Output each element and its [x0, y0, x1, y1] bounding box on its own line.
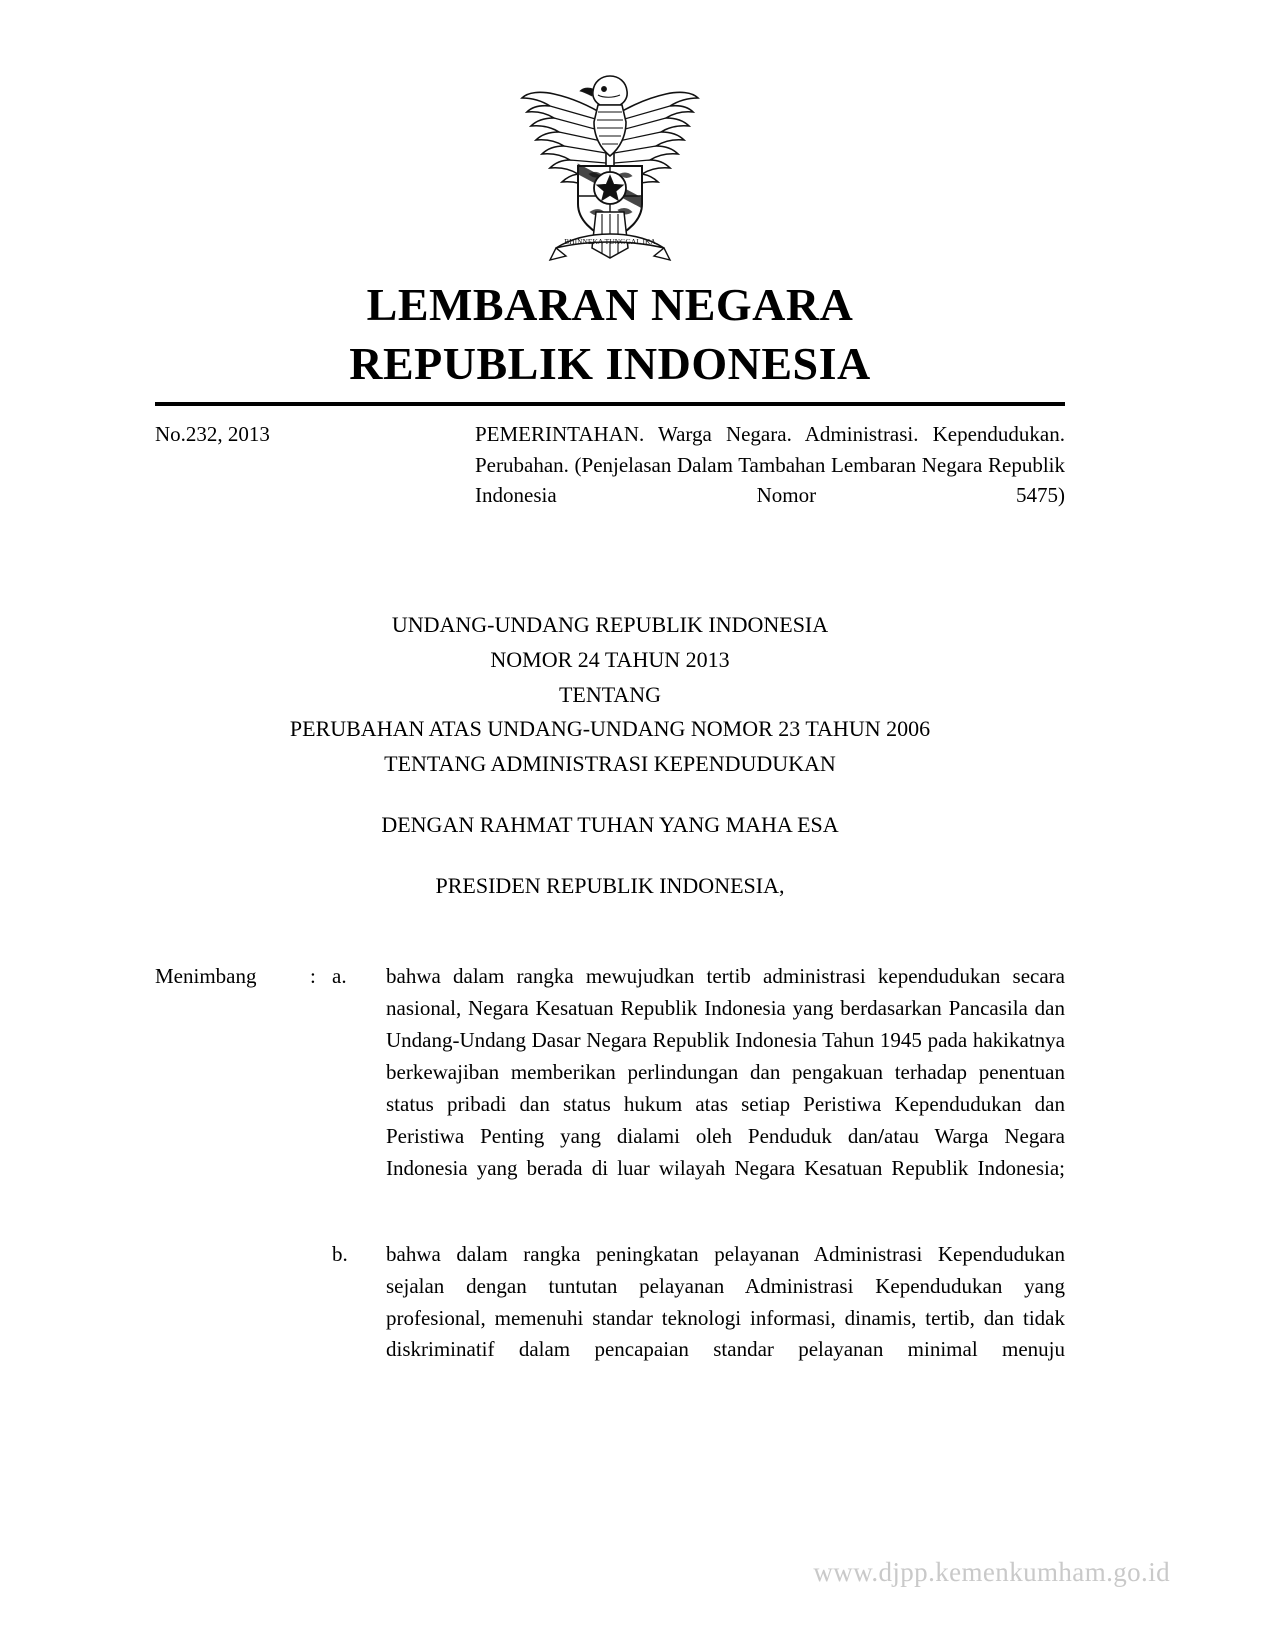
- law-title-line-4: PERUBAHAN ATAS UNDANG-UNDANG NOMOR 23 TAHUN 2006: [289, 716, 931, 742]
- emblem-motto-text: BHINNEKA TUNGGAL IKA: [564, 237, 656, 246]
- president-line: PRESIDEN REPUBLIK INDONESIA,: [435, 872, 785, 898]
- considerations-label: Menimbang: [155, 964, 257, 989]
- title-spacer-1: [155, 782, 1065, 808]
- clause-body-a: [386, 961, 1065, 1216]
- clause-a-slash: /: [878, 1123, 885, 1148]
- clause-body-b: bahwa dalam rangka peningkatan pelayanan Administrasi Kependudukan sejalan dengan tuntutan pelayanan Administrasi Kependudukan yang profesional, memenuhi standar teknologi informasi, dinamis, tertib, dan tidak diskriminatif dalam pencapaian standar pelayanan minimal menuju: [386, 1241, 1065, 1362]
- clause-a-text-part-2: atau Warga Negara Indonesia yang berada di luar wilayah Negara Kesatuan Republik Indonesia;: [386, 1123, 1065, 1180]
- garuda-pancasila-emblem: [510, 62, 710, 262]
- masthead-divider: [155, 402, 1065, 406]
- law-title-line-1: UNDANG-UNDANG REPUBLIK INDONESIA: [391, 612, 829, 638]
- gazette-number: No.232, 2013: [155, 421, 270, 446]
- emblem-container: [155, 62, 1065, 262]
- blessing-line: DENGAN RAHMAT TUHAN YANG MAHA ESA: [381, 811, 839, 837]
- consideration-item-a: [155, 961, 1065, 1216]
- considerations-colon: :: [310, 964, 316, 989]
- header-row: [155, 419, 1065, 542]
- title-spacer-2: [155, 843, 1065, 869]
- law-title-line-2: NOMOR 24 TAHUN 2013: [490, 646, 730, 672]
- page-content: [155, 0, 1065, 1420]
- considerations-section: [155, 961, 1065, 1398]
- masthead-line-1: LEMBARAN NEGARA: [366, 279, 854, 330]
- masthead-title: [155, 276, 1065, 394]
- law-title-block: [155, 608, 1065, 903]
- clause-a-text-part-1: bahwa dalam rangka mewujudkan tertib administrasi kependudukan secara nasional, Negara Kesatuan Republik Indonesia yang berdasarkan Pancasila dan Undang-Undang Dasar Negara Republik Indonesia Tahun 1945 pada hakikatnya berkewajiban memberikan perlindungan dan pengakuan terhadap penentuan status pribadi dan status hukum atas setiap Peristiwa Kependudukan dan Peristiwa Penting yang dialami oleh Penduduk dan: [386, 964, 1065, 1148]
- clause-marker-b: b.: [332, 1241, 348, 1266]
- law-title-line-3: TENTANG: [558, 681, 662, 707]
- consideration-item-b: [155, 1239, 1065, 1399]
- gazette-subject: PEMERINTAHAN. Warga Negara. Administrasi. Kependudukan. Perubahan. (Penjelasan Dalam Tambahan Lembaran Negara Republik Indonesia Nomor 5475): [475, 421, 1065, 508]
- masthead-line-2: REPUBLIK INDONESIA: [349, 337, 871, 389]
- clause-marker-a: a.: [332, 964, 347, 989]
- footer-watermark: www.djpp.kemenkumham.go.id: [813, 1557, 1170, 1587]
- law-title-line-5: TENTANG ADMINISTRASI KEPENDUDUKAN: [384, 751, 836, 777]
